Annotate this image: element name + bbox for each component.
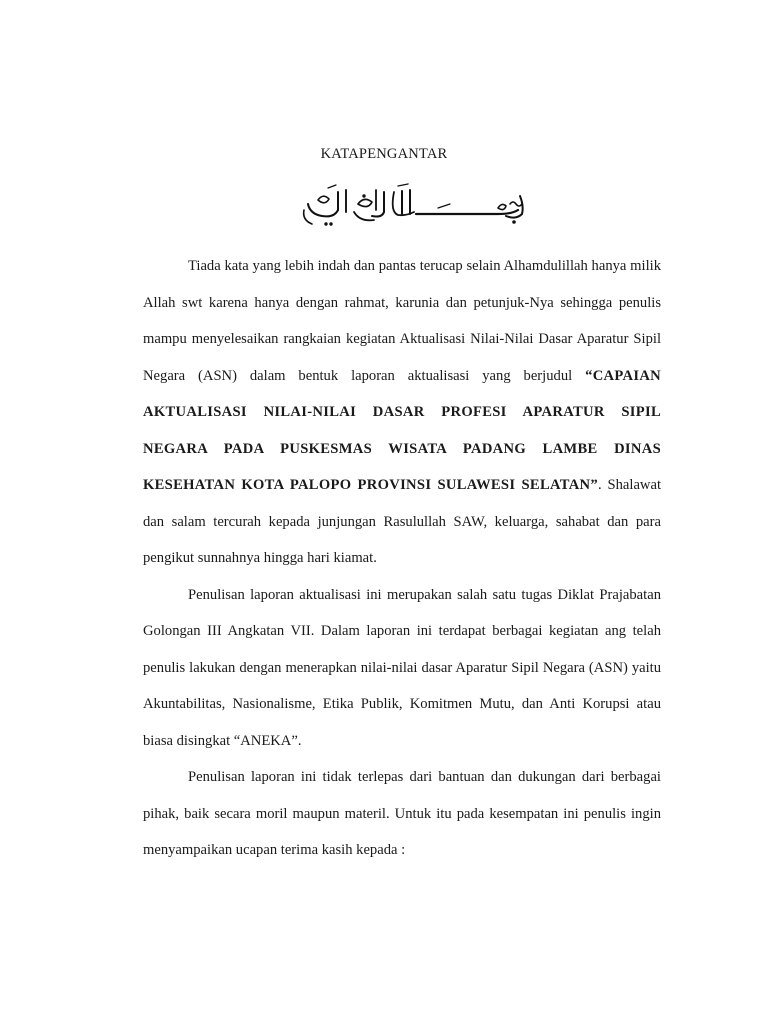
basmalah-calligraphy-icon [298, 182, 534, 228]
paragraph-intro [143, 248, 661, 577]
page-title: KATAPENGANTAR [320, 146, 448, 162]
paragraph-intro-text: Tiada kata yang lebih indah dan pantas terucap selain Alhamdulillah hanya milik Allah swt karena hanya dengan rahmat, karunia dan petunjuk-Nya sehingga penulis mampu menyelesaikan rangkaian kegiatan Aktualisasi Nilai-Nilai Dasar Aparatur Sipil Negara (ASN) dalam bentuk laporan aktualisasi yang berjudul [143, 258, 661, 384]
paragraph-intro-closing: . Shalawat dan salam tercurah kepada junjungan Rasulullah SAW, keluarga, sahabat dan para pengikut sunnahnya hingga hari kiamat. [143, 477, 661, 566]
paragraph-acknowledgement: Penulisan laporan ini tidak terlepas dari bantuan dan dukungan dari berbagai pihak, baik secara moril maupun materil. Untuk itu pada kesempatan ini penulis ingin menyampaikan ucapan terima kasih kepada : [143, 769, 661, 858]
report-title: “CAPAIAN AKTUALISASI NILAI-NILAI DASAR PROFESI APARATUR SIPIL NEGARA PADA PUSKESMAS WISATA PADANG LAMBE DINAS KESEHATAN KOTA PALOPO PROVINSI SULAWESI SELATAN” [143, 367, 661, 493]
paragraph-aktualisasi: Penulisan laporan aktualisasi ini merupakan salah satu tugas Diklat Prajabatan Golongan III Angkatan VII. Dalam laporan ini terdapat berbagai kegiatan ang telah penulis lakukan dengan menerapkan nilai-nilai dasar Aparatur Sipil Negara (ASN) yaitu Akuntabilitas, Nasionalisme, Etika Publik, Komitmen Mutu, dan Anti Korupsi atau biasa disingkat “ANEKA”. [143, 586, 661, 749]
document-body [143, 248, 661, 869]
